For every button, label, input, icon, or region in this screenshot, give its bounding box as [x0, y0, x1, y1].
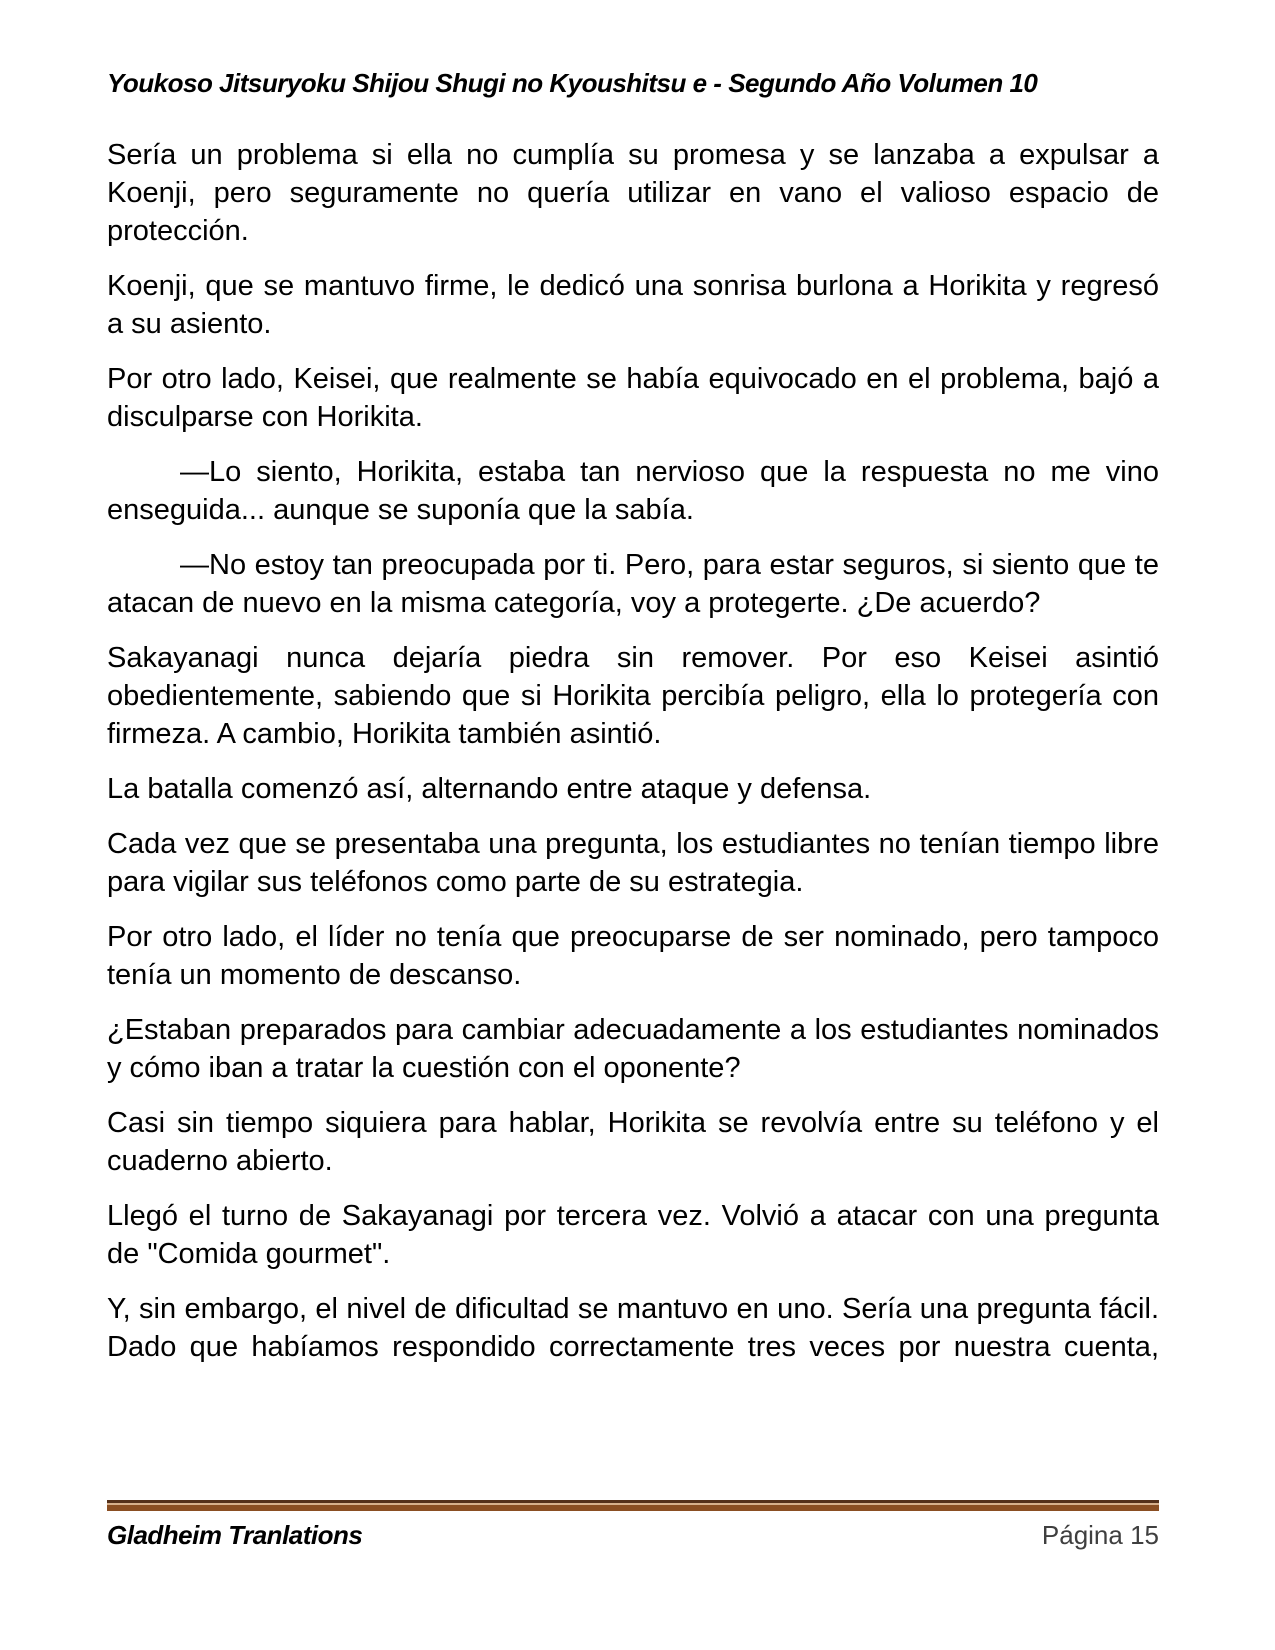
- paragraph-12: Llegó el turno de Sakayanagi por tercera vez. Volvió a atacar con una pregunta de "Comida gourmet".: [107, 1200, 1159, 1270]
- paragraph-3: Por otro lado, Keisei, que realmente se había equivocado en el problema, bajó a disculparse con Horikita.: [107, 363, 1159, 433]
- paragraph-8: Cada vez que se presentaba una pregunta, los estudiantes no tenían tiempo libre para vigilar sus teléfonos como parte de su estrategia.: [107, 828, 1159, 898]
- paragraph-5-dialogue: —No estoy tan preocupada por ti. Pero, para estar seguros, si siento que te atacan de nuevo en la misma categoría, voy a protegerte. ¿De acuerdo?: [107, 549, 1159, 619]
- footer-rule-thick-band: [107, 1505, 1159, 1511]
- footer-rule: [107, 1500, 1159, 1511]
- paragraph-11: Casi sin tiempo siquiera para hablar, Horikita se revolvía entre su teléfono y el cuaderno abierto.: [107, 1107, 1159, 1177]
- page-number: Página 15: [1041, 1520, 1159, 1550]
- paragraph-2: Koenji, que se mantuvo firme, le dedicó una sonrisa burlona a Horikita y regresó a su asiento.: [107, 270, 1159, 340]
- paragraph-7: La batalla comenzó así, alternando entre ataque y defensa.: [107, 773, 872, 805]
- paragraph-13: Y, sin embargo, el nivel de dificultad se mantuvo en uno. Sería una pregunta fácil. Dado que habíamos respondido correctamente tres veces por nuestra cuenta,: [107, 1293, 1159, 1363]
- page-body: [107, 136, 1159, 1383]
- paragraph-6: Sakayanagi nunca dejaría piedra sin remover. Por eso Keisei asintió obedientemente, sabiendo que si Horikita percibía peligro, ella lo protegería con firmeza. A cambio, Horikita también asintió.: [107, 642, 1159, 750]
- paragraph-4-dialogue: —Lo siento, Horikita, estaba tan nervioso que la respuesta no me vino enseguida... aunque se suponía que la sabía.: [107, 456, 1159, 526]
- page-header: [107, 68, 1157, 99]
- paragraph-10: ¿Estaban preparados para cambiar adecuadamente a los estudiantes nominados y cómo iban a tratar la cuestión con el oponente?: [107, 1014, 1159, 1084]
- page-footer: [107, 1500, 1159, 1551]
- paragraph-1: Sería un problema si ella no cumplía su promesa y se lanzaba a expulsar a Koenji, pero seguramente no quería utilizar en vano el valioso espacio de protección.: [107, 139, 1159, 247]
- footer-text-row: [107, 1520, 1159, 1551]
- paragraph-9: Por otro lado, el líder no tenía que preocuparse de ser nominado, pero tampoco tenía un momento de descanso.: [107, 921, 1159, 991]
- translator-name: Gladheim Tranlations: [107, 1520, 363, 1550]
- header-title: Youkoso Jitsuryoku Shijou Shugi no Kyoushitsu e - Segundo Año Volumen 10: [107, 68, 1038, 98]
